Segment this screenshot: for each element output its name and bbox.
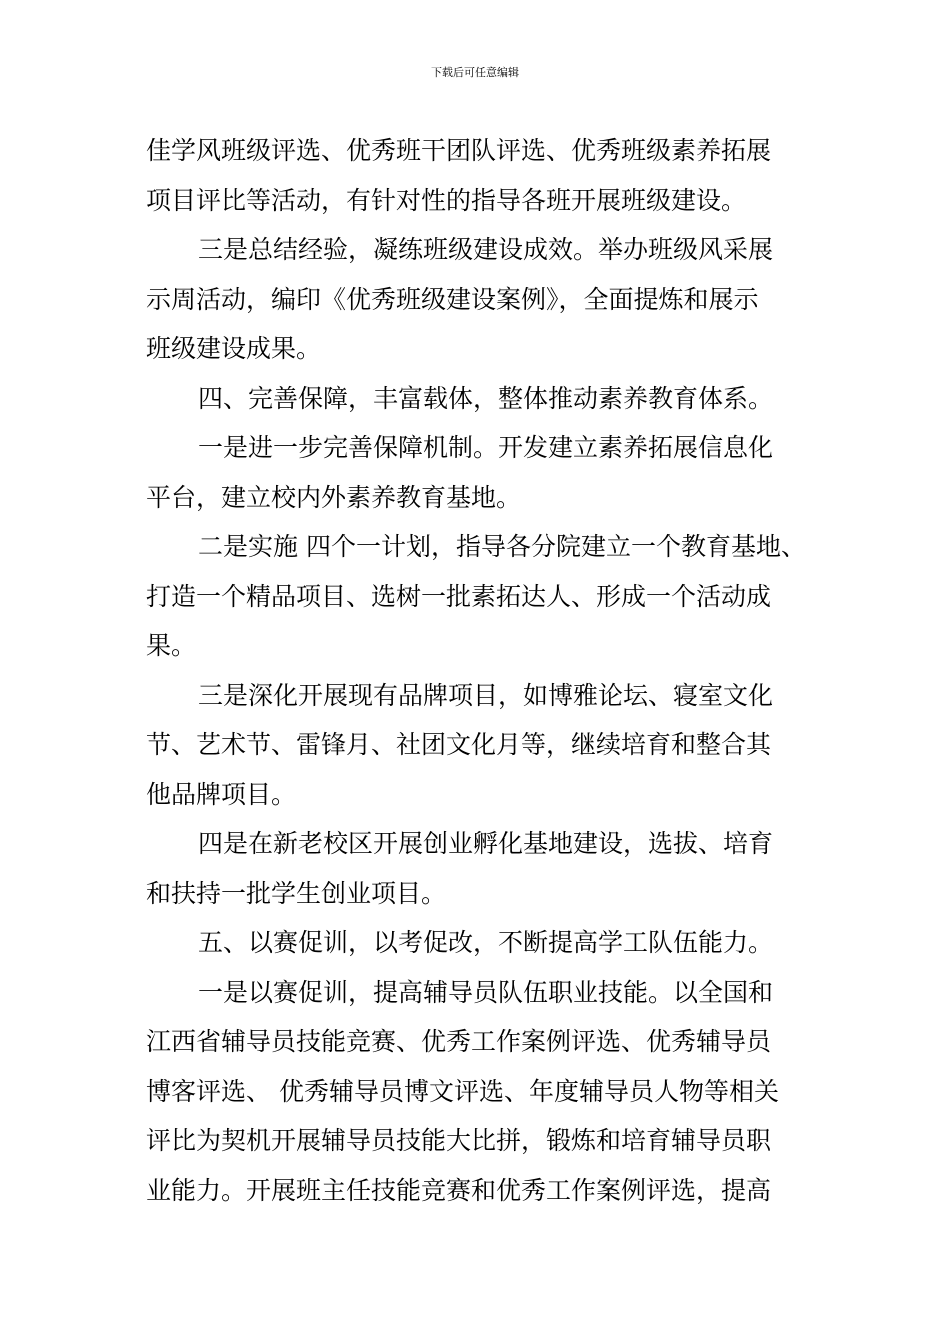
text-line: 四是在新老校区开展创业孵化基地建设，选拔、培育 xyxy=(198,829,774,858)
text-line: 和扶持一批学生创业项目。 xyxy=(146,878,447,908)
text-line: 博客评选、 优秀辅导员博文评选、年度辅导员人物等相关 xyxy=(146,1076,779,1106)
section-heading: 五、以赛促训，以考促改，不断提高学工队伍能力。 xyxy=(198,928,774,957)
text-line: 班级建设成果。 xyxy=(146,334,322,363)
text-line: 他品牌项目。 xyxy=(146,779,297,809)
text-line: 项目评比等活动，有针对性的指导各班开展班级建设。 xyxy=(146,185,747,215)
text-line: 佳学风班级评选、优秀班干团队评选、优秀班级素养拓展 xyxy=(146,136,772,165)
document-body xyxy=(146,126,814,1215)
text-line: 三是总结经验，凝练班级建设成效。举办班级风采展 xyxy=(198,235,774,264)
text-line: 节、艺术节、雷锋月、社团文化月等，继续培育和整合其 xyxy=(146,730,772,759)
section-heading: 四、完善保障，丰富载体，整体推动素养教育体系。 xyxy=(198,383,774,413)
header-note: 下载后可任意编辑 xyxy=(431,66,519,79)
text-line: 一是以赛促训，提高辅导员队伍职业技能。以全国和 xyxy=(198,977,774,1007)
text-line: 评比为契机开展辅导员技能大比拼，锻炼和培育辅导员职 xyxy=(146,1126,772,1155)
text-line: 二是实施 四个一计划，指导各分院建立一个教育基地、 xyxy=(198,532,806,561)
text-line: 一是进一步完善保障机制。开发建立素养拓展信息化 xyxy=(198,433,774,462)
text-line: 业能力。开展班主任技能竞赛和优秀工作案例评选，提高 xyxy=(146,1175,772,1205)
text-line: 江西省辅导员技能竞赛、优秀工作案例评选、优秀辅导员 xyxy=(146,1027,772,1056)
text-line: 示周活动，编印《优秀班级建设案例》，全面提炼和展示 xyxy=(146,284,759,314)
text-line: 三是深化开展现有品牌项目，如博雅论坛、寝室文化 xyxy=(198,680,774,710)
text-line: 平台，建立校内外素养教育基地。 xyxy=(146,482,522,512)
text-line: 打造一个精品项目、选树一批素拓达人、形成一个活动成 xyxy=(146,581,772,611)
text-line: 果。 xyxy=(146,631,197,660)
